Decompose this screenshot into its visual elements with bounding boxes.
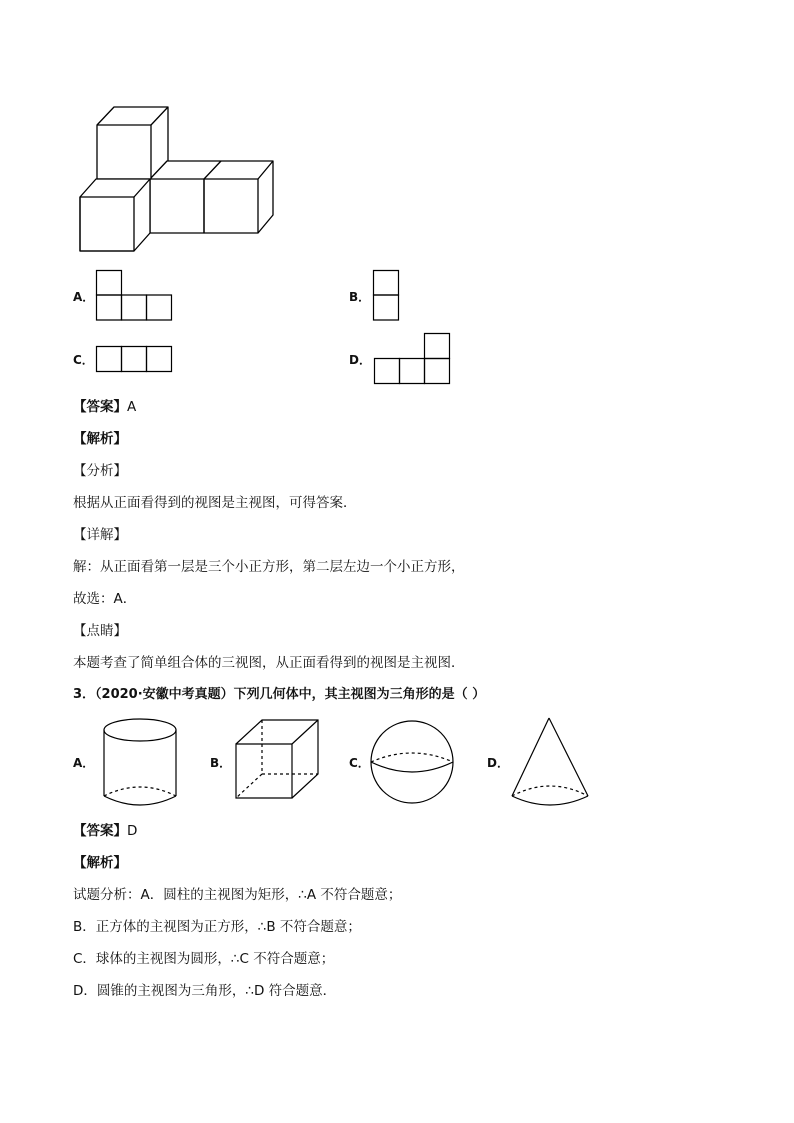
q3-option-a-label[interactable]: A． bbox=[73, 756, 95, 770]
cube-stack-figure bbox=[0, 0, 794, 300]
q3-option-c-label[interactable]: C． bbox=[349, 756, 370, 770]
q2-choice-text: 故选：A． bbox=[73, 591, 137, 607]
q2-analysis-tag: 【解析】 bbox=[73, 431, 127, 447]
q3-line-4: D．圆锥的主视图为三角形，∴D 符合题意． bbox=[73, 983, 337, 999]
q3-answer-tag: 【答案】 bbox=[73, 823, 127, 839]
q2-option-c-figure bbox=[96, 346, 176, 374]
q2-option-a-figure bbox=[96, 270, 176, 322]
sphere-figure bbox=[369, 720, 459, 806]
q3-answer bbox=[73, 822, 137, 840]
cone-figure bbox=[510, 716, 594, 812]
q2-xiangjie-text: 解：从正面看第一层是三个小正方形，第二层左边一个小正方形， bbox=[73, 559, 465, 575]
q3-analysis-tag: 【解析】 bbox=[73, 855, 127, 871]
q2-answer-value: A bbox=[127, 399, 137, 415]
q2-option-a-label[interactable]: A． bbox=[73, 290, 95, 304]
q3-title: 3．（2020·安徽中考真题）下列几何体中，其主视图为三角形的是（ ） bbox=[73, 687, 486, 702]
q2-option-b-figure bbox=[373, 270, 403, 322]
q2-option-c-label[interactable]: C． bbox=[73, 353, 94, 367]
q2-answer bbox=[73, 398, 136, 416]
q2-answer-tag: 【答案】 bbox=[73, 399, 127, 415]
q2-dianjing-tag: 【点睛】 bbox=[73, 623, 127, 639]
q2-dianjing-text: 本题考查了简单组合体的三视图，从正面看得到的视图是主视图． bbox=[73, 655, 465, 671]
q3-option-d-label[interactable]: D． bbox=[487, 756, 509, 770]
q2-fenxi-text: 根据从正面看得到的视图是主视图，可得答案． bbox=[73, 495, 357, 511]
q3-option-b-label[interactable]: B． bbox=[210, 756, 232, 770]
q2-fenxi-tag: 【分析】 bbox=[73, 463, 127, 479]
cube-figure bbox=[234, 718, 324, 803]
q2-xiangjie-tag: 【详解】 bbox=[73, 527, 127, 543]
q3-line-3: C．球体的主视图为圆形，∴C 不符合题意； bbox=[73, 951, 335, 967]
q3-answer-value: D bbox=[127, 823, 138, 839]
q3-line-1: 试题分析：A．圆柱的主视图为矩形，∴A 不符合题意； bbox=[73, 887, 402, 903]
cylinder-figure bbox=[102, 718, 182, 808]
q2-option-d-figure bbox=[374, 333, 454, 387]
q2-option-d-label[interactable]: D． bbox=[349, 353, 371, 367]
q2-option-b-label[interactable]: B． bbox=[349, 290, 371, 304]
q3-line-2: B．正方体的主视图为正方形，∴B 不符合题意； bbox=[73, 919, 361, 935]
